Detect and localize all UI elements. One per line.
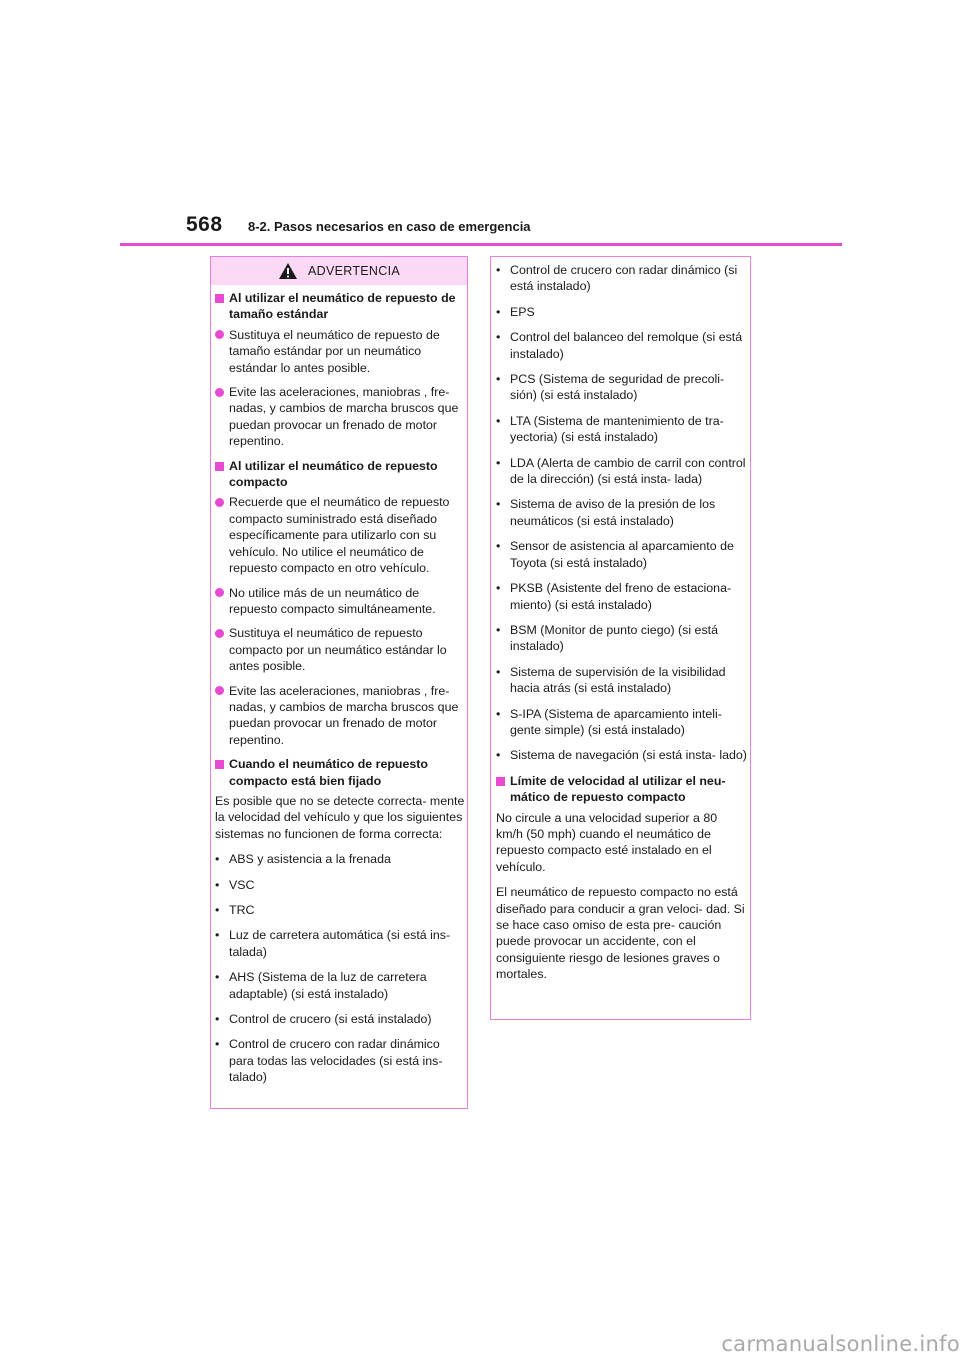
watermark-link[interactable]: carmanualsonline.info [721,1332,960,1356]
warning-header [211,257,467,285]
list-item: • VSC [215,877,255,892]
list-item: • Sensor de asistencia al aparcamiento de Toyota (si está instalado) [496,539,734,570]
circle-bullet-icon [215,588,224,597]
square-bullet-icon [496,777,505,786]
square-bullet-icon [215,294,224,303]
subheading: Límite de velocidad al utilizar el neu- mático de repuesto compacto [496,773,747,806]
circle-item: Evite las aceleraciones, maniobras , fre- nadas, y cambios de marcha bruscos que puedan provocar un frenado de motor repentino. [215,683,465,749]
list-item: • Control de crucero con radar dinámico para todas las velocidades (si está ins- talado) [215,1037,443,1085]
subheading: Cuando el neumático de repuesto compacto está bien fijado [215,756,465,789]
header-rule [120,243,842,246]
list-item: • Control de crucero con radar dinámico (si está instalado) [496,263,738,294]
paragraph: No circule a una velocidad superior a 80 km/h (50 mph) cuando el neumático de repuesto compacto esté instalado en el vehículo. [496,810,718,874]
list-item: • Sistema de navegación (si está insta- lado) [496,748,747,763]
list-item: • S-IPA (Sistema de aparcamiento inteli- gente simple) (si está instalado) [496,706,722,737]
left-column [215,290,465,1095]
page-header [0,0,960,250]
circle-item: Sustituya el neumático de repuesto de tamaño estándar por un neumático estándar lo antes posible. [215,327,465,376]
circle-item: Sustituya el neumático de repuesto compacto por un neumático estándar lo antes posible. [215,625,465,674]
list-item: • Control de crucero (si está instalado) [215,1012,432,1027]
list-item: • LTA (Sistema de mantenimiento de tra- yectoria) (si está instalado) [496,413,724,445]
circle-bullet-icon [215,629,224,638]
square-bullet-icon [215,760,224,769]
subheading: Al utilizar el neumático de repuesto de tamaño estándar [215,290,465,323]
paragraph: El neumático de repuesto compacto no está diseñado para conducir a gran veloci- dad. Si se hace caso omiso de esta pre- caución puede provocar un accidente, con el consiguiente riesgo de lesiones graves o mortales. [496,885,745,982]
list-item: • Sistema de aviso de la presión de los neumáticos (si está instalado) [496,497,716,528]
circle-bullet-icon [215,388,224,397]
list-item: • Luz de carretera automática (si está ins- talada) [215,928,451,959]
square-bullet-icon [215,462,224,471]
circle-item: Recuerde que el neumático de repuesto compacto suministrado está diseñado específicamente para utilizarlo con su vehículo. No utilice el neumático de repuesto compacto en otro vehículo. [215,494,465,576]
list-item: • BSM (Monitor de punto ciego) (si está instalado) [496,622,718,654]
right-column [496,262,747,992]
circle-item: Evite las aceleraciones, maniobras , fre- nadas, y cambios de marcha bruscos que puedan provocar un frenado de motor repentino. [215,384,465,450]
list-item: • PKSB (Asistente del freno de estaciona- miento) (si está instalado) [496,581,732,612]
list-item: • AHS (Sistema de la luz de carretera adaptable) (si está instalado) [215,970,427,1001]
circle-bullet-icon [215,686,224,695]
paragraph: Es posible que no se detecte correcta- mente la velocidad del vehículo y que los siguientes sistemas no funcionen de forma correcta: [215,793,465,841]
circle-bullet-icon [215,330,224,339]
list-item: • EPS [496,304,535,319]
subheading: Al utilizar el neumático de repuesto compacto [215,458,465,491]
warning-label: ADVERTENCIA [308,264,400,278]
warning-triangle-icon [278,262,298,280]
page-number: 568 [186,213,223,236]
list-item: • Control del balanceo del remolque (si está instalado) [496,330,743,361]
circle-item: No utilice más de un neumático de repuesto compacto simultáneamente. [215,585,465,618]
section-title: 8-2. Pasos necesarios en caso de emergencia [248,219,531,234]
list-item: • LDA (Alerta de cambio de carril con control de la dirección) (si está insta- lada) [496,455,746,487]
list-item: • TRC [215,903,255,917]
list-item: • PCS (Sistema de seguridad de precoli- sión) (si está instalado) [496,372,725,403]
circle-bullet-icon [215,498,224,507]
list-item: • Sistema de supervisión de la visibilidad hacia atrás (si está instalado) [496,664,726,696]
list-item: • ABS y asistencia a la frenada [215,852,391,867]
